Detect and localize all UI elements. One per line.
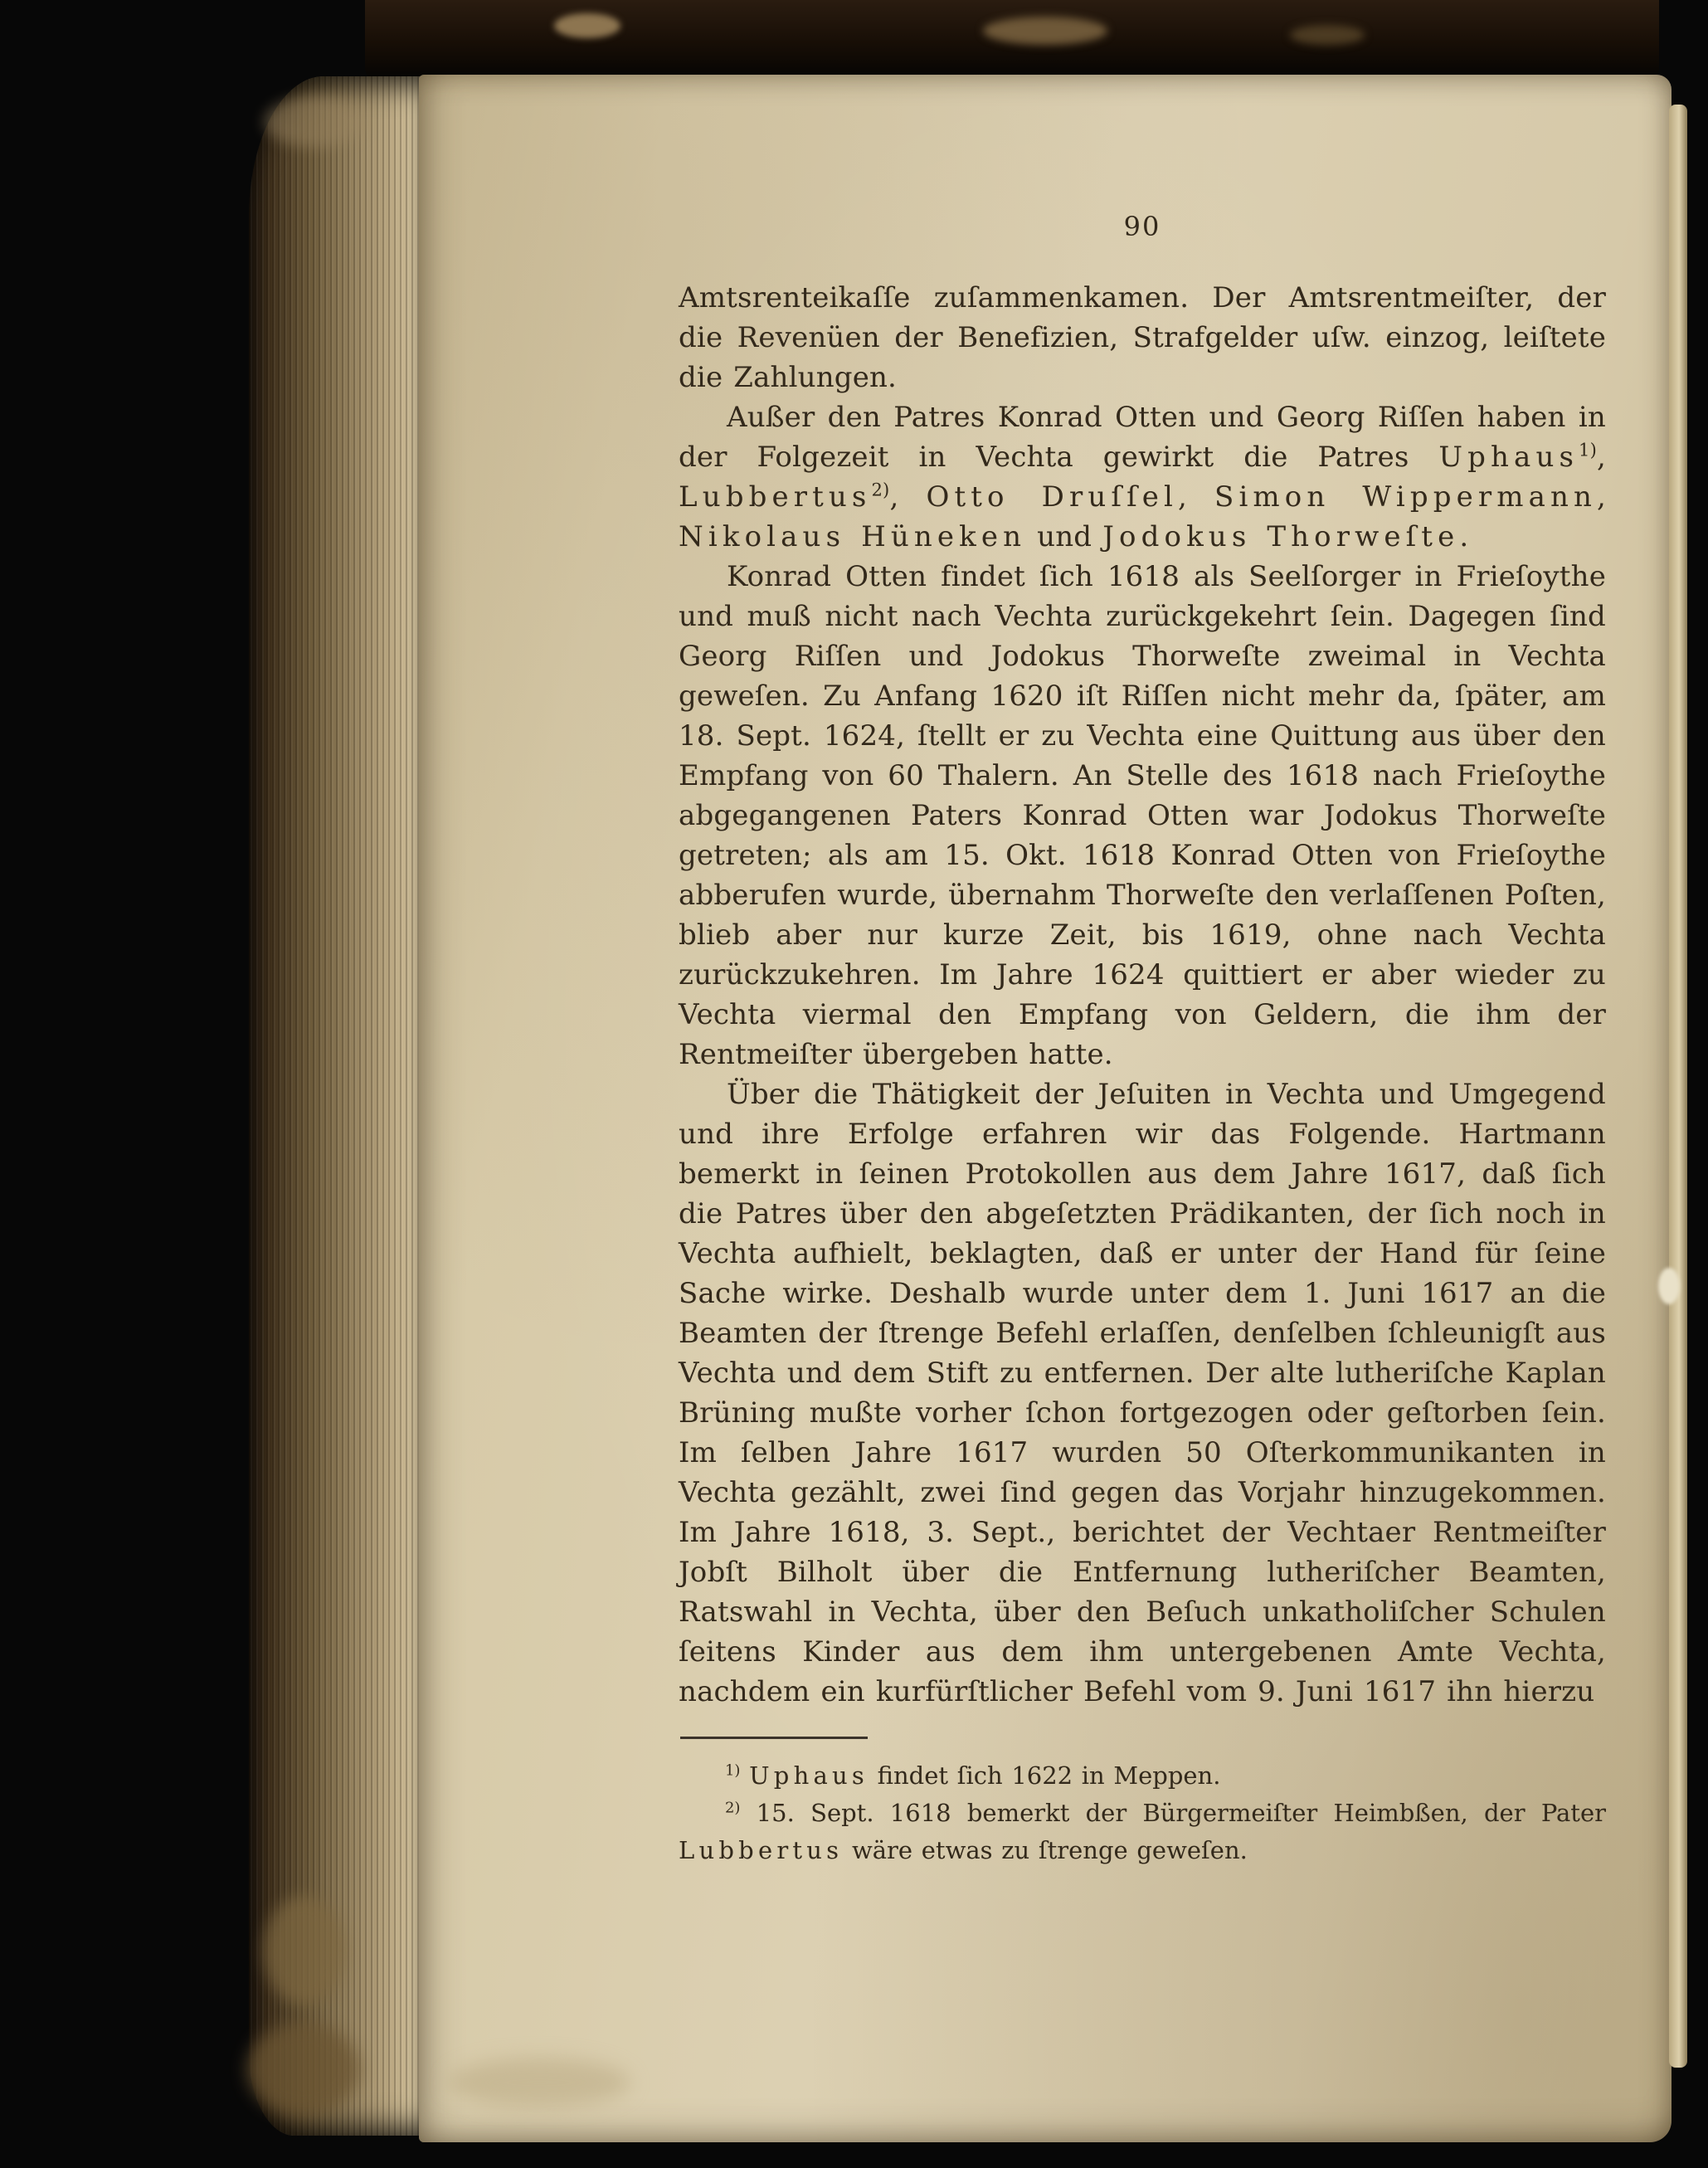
spaced-name: Jodokus Thorweſte xyxy=(1102,520,1460,553)
spaced-name: Nikolaus Hüneken xyxy=(679,520,1027,553)
page-stain xyxy=(264,1896,345,2005)
footnote xyxy=(679,1757,1606,1795)
text-run: und xyxy=(1026,520,1103,553)
text-run: Konrad Otten findet ſich 1618 als Seelſorger in Frieſoythe und muß nicht nach Vechta zurückgekehrt ſein. Dagegen ſind Georg Riſſen und Jodokus Thorweſte zweimal in Vechta geweſen. Zu Anfang 1620 iſt Riſſen nicht mehr da, ſpäter, am 18. Sept. 1624, ſtellt er zu Vechta eine Quittung aus über den Empfang von 60 Thalern. An Stelle des 1618 nach Frieſoythe abgegangenen Paters Konrad Otten war Jodokus Thorweſte getreten; als am 15. Okt. 1618 Konrad Otten von Frieſoythe abberufen wurde, übernahm Thorweſte den verlaſſenen Poſten, blieb aber nur kurze Zeit, bis 1619, ohne nach Vechta zurückzukehren. Im Jahre 1624 quittiert er aber wieder zu Vechta viermal den Empfang von Geldern, die ihm der Rentmeiſter übergeben hatte. xyxy=(679,560,1606,1071)
footnote-marker: 2) xyxy=(871,479,890,500)
page-stain xyxy=(247,2023,359,2116)
paragraph xyxy=(679,397,1606,557)
printed-text-area xyxy=(679,210,1606,1869)
footnote-marker: 1) xyxy=(1579,439,1598,460)
adjacent-page-edge xyxy=(1669,105,1687,2068)
headband-decoration xyxy=(1290,25,1365,45)
headband-decoration xyxy=(554,13,620,38)
text-run: , xyxy=(1178,480,1215,514)
paragraph xyxy=(679,1074,1606,1712)
spaced-name: Lubbertus xyxy=(679,480,872,514)
text-run: , xyxy=(1597,441,1606,474)
spaced-name: Lubbertus xyxy=(679,1836,844,1864)
text-run: Über die Thätigkeit der Jeſuiten in Vechta und Umgegend und ihre Erfolge erfahren wir das Folgende. Hartmann bemerkt in ſeinen Protokollen aus dem Jahre 1617, daß ſich die Patres über den abgeſetzten Prädikanten, der ſich noch in Vechta aufhielt, beklagten, daß er unter der Hand für ſeine Sache wirke. Deshalb wurde unter dem 1. Juni 1617 an die Beamten der ſtrenge Befehl erlaſſen, denſelben ſchleunigſt aus Vechta und dem Stift zu entfernen. Der alte lutheriſche Kaplan Brüning mußte vorher ſchon fortgezogen oder geſtorben ſein. Im ſelben Jahre 1617 wurden 50 Oſterkommunikanten in Vechta gezählt, zwei ſind gegen das Vorjahr hinzugekommen. Im Jahre 1618, 3. Sept., berichtet der Vechtaer Rentmeiſter Jobſt Bilholt über die Entfernung lutheriſcher Beamten, Ratswahl in Vechta, über den Beſuch unkatholiſcher Schulen ſeitens Kinder aus dem ihm untergebenen Amte Vechta, nachdem ein kurfürſtlicher Befehl vom 9. Juni 1617 ihn hierzu xyxy=(679,1078,1606,1708)
text-run: . xyxy=(1459,520,1469,553)
paragraph xyxy=(679,557,1606,1074)
text-run: findet ſich 1622 in Meppen. xyxy=(868,1761,1221,1790)
page-stain xyxy=(448,2058,630,2107)
footnote-separator xyxy=(680,1737,868,1739)
footnote-marker: 2) xyxy=(725,1799,741,1817)
footnote xyxy=(679,1795,1606,1869)
spaced-name: Uphaus xyxy=(749,1761,869,1790)
page-edges-stack xyxy=(249,76,425,2136)
text-run: wäre etwas zu ſtrenge geweſen. xyxy=(843,1836,1248,1864)
text-run: , xyxy=(889,480,927,514)
text-run: Amtsrenteikaſſe zuſammenkamen. Der Amtsrentmeiſter, der die Revenüen der Benefizien, Strafgelder uſw. einzog, leiſtete die Zahlungen. xyxy=(679,281,1606,394)
page-number: 90 xyxy=(1123,211,1161,242)
footnotes xyxy=(679,1757,1606,1869)
text-run: , xyxy=(1597,480,1606,514)
text-run: 15. Sept. 1618 bemerkt der Bürgermeiſter Heimbßen, der Pater xyxy=(740,1799,1606,1827)
paper-chip xyxy=(1658,1268,1680,1304)
body-text xyxy=(679,278,1606,1712)
spaced-name: Simon Wippermann xyxy=(1214,480,1598,514)
book-page xyxy=(419,75,1672,2142)
spaced-name: Uphaus xyxy=(1438,441,1579,474)
text-run xyxy=(740,1761,749,1790)
spaced-name: Otto Druſſel xyxy=(926,480,1179,514)
text-run: Außer den Patres Konrad Otten und Georg Riſſen haben in der Folgezeit in Vechta gewirkt die Patres xyxy=(679,401,1606,474)
paragraph xyxy=(679,278,1606,397)
page-stain xyxy=(264,96,367,148)
footnote-marker: 1) xyxy=(725,1761,741,1780)
headband-decoration xyxy=(983,17,1107,45)
